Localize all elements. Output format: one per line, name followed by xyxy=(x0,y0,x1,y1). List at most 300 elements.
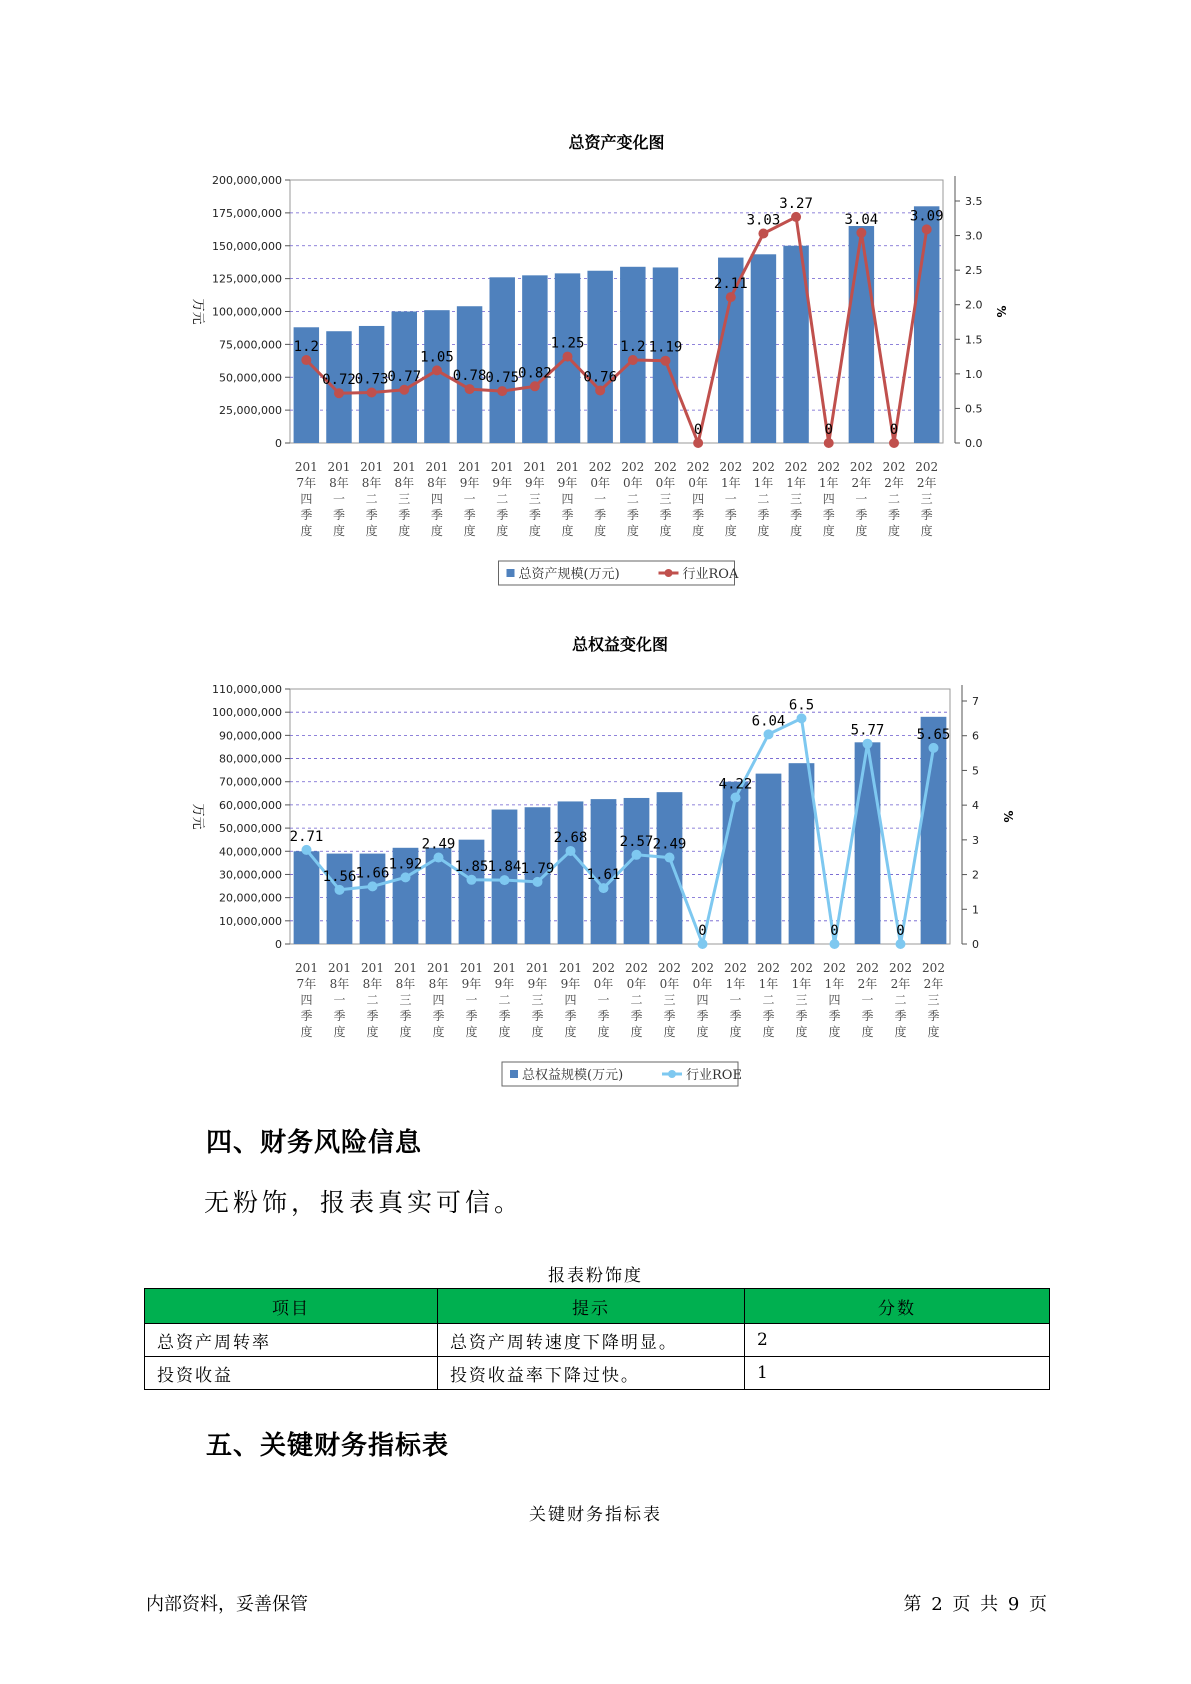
equity-line-point xyxy=(929,743,939,753)
equity-x-tick-label: 度 xyxy=(795,1025,808,1039)
table-cell: 投资收益率下降过快。 xyxy=(437,1357,744,1390)
table-row xyxy=(145,1324,1050,1357)
header-cell-item: 项目 xyxy=(145,1289,438,1324)
equity-x-tick-label: 1年 xyxy=(725,977,746,991)
equity-x-tick-label: 201 xyxy=(493,961,516,975)
equity-data-label: 6.5 xyxy=(788,697,815,714)
equity-x-tick-label: 度 xyxy=(696,1025,709,1039)
equity-x-tick-label: 0年 xyxy=(692,977,713,991)
assets-bar xyxy=(751,254,776,443)
equity-legend-line-label: 行业ROE xyxy=(686,1068,742,1083)
equity-x-tick-label: 一 xyxy=(333,993,346,1007)
equity-x-tick-label: 度 xyxy=(762,1025,775,1039)
assets-x-tick-label: 季 xyxy=(822,508,835,522)
assets-chart-title: 总资产变化图 xyxy=(568,133,665,152)
assets-x-tick-label: 9年 xyxy=(525,476,545,490)
assets-x-tick-label: 季 xyxy=(888,508,901,522)
assets-x-tick-label: 三 xyxy=(659,492,672,506)
equity-x-tick-label: 季 xyxy=(531,1009,544,1023)
assets-x-tick-label: 季 xyxy=(528,508,541,522)
equity-x-tick-label: 1年 xyxy=(758,977,779,991)
equity-bar xyxy=(723,782,749,944)
assets-line-point xyxy=(856,228,866,238)
equity-y2-tick-label: 0 xyxy=(972,938,979,951)
assets-legend-line-label: 行业ROA xyxy=(682,567,739,582)
assets-x-tick-label: 201 xyxy=(556,460,579,474)
assets-bar xyxy=(587,271,612,443)
equity-x-tick-label: 季 xyxy=(894,1009,907,1023)
equity-bar xyxy=(459,840,485,944)
assets-x-tick-label: 季 xyxy=(365,508,378,522)
equity-data-label: 2.71 xyxy=(289,828,324,845)
assets-y2-tick-label: 3.5 xyxy=(965,195,983,208)
equity-x-tick-label: 季 xyxy=(861,1009,874,1023)
equity-data-label: 5.65 xyxy=(916,726,951,743)
equity-x-tick-label: 一 xyxy=(465,993,478,1007)
assets-x-tick-label: 1年 xyxy=(753,476,774,490)
equity-line-point xyxy=(599,883,609,893)
equity-bar xyxy=(624,798,650,944)
header-cell-hint: 提示 xyxy=(437,1289,744,1324)
equity-x-tick-label: 1年 xyxy=(824,977,845,991)
equity-x-tick-label: 201 xyxy=(361,961,384,975)
assets-legend-bar-label: 总资产规模(万元) xyxy=(518,567,620,582)
assets-x-tick-label: 度 xyxy=(496,524,509,538)
assets-data-label: 0 xyxy=(889,422,899,438)
key-metrics-caption: 关键财务指标表 xyxy=(529,1505,662,1525)
assets-x-tick-label: 三 xyxy=(790,492,803,506)
assets-line-point xyxy=(693,438,703,448)
assets-x-tick-label: 202 xyxy=(817,460,841,474)
footer-confidential: 内部资料，妥善保管 xyxy=(146,1594,308,1615)
equity-data-label: 5.77 xyxy=(850,722,885,739)
assets-line-point xyxy=(628,355,638,365)
assets-x-tick-label: 度 xyxy=(724,524,737,538)
assets-data-label: 0 xyxy=(693,422,703,438)
equity-line-point xyxy=(764,729,774,739)
assets-data-label: 3.27 xyxy=(779,195,813,212)
assets-line-point xyxy=(367,388,377,398)
assets-x-tick-label: 度 xyxy=(430,524,443,538)
assets-y-tick-label: 200,000,000 xyxy=(212,174,282,187)
equity-bar xyxy=(756,774,782,944)
total-assets-chart xyxy=(0,130,1191,600)
equity-data-label: 2.49 xyxy=(421,836,456,853)
assets-y2-tick-label: 1.5 xyxy=(965,333,983,347)
equity-x-tick-label: 2年 xyxy=(857,977,878,991)
total-equity-chart xyxy=(0,632,1191,1102)
equity-line-point xyxy=(632,850,642,860)
assets-data-label: 3.04 xyxy=(844,211,879,228)
equity-x-tick-label: 三 xyxy=(927,993,940,1007)
equity-x-tick-label: 202 xyxy=(757,961,780,975)
equity-data-label: 1.84 xyxy=(487,859,522,876)
assets-line-point xyxy=(824,438,834,448)
equity-x-tick-label: 季 xyxy=(828,1009,841,1023)
equity-x-tick-label: 202 xyxy=(856,961,879,975)
equity-data-label: 2.49 xyxy=(652,836,687,853)
equity-x-tick-label: 二 xyxy=(762,993,775,1007)
equity-line-point xyxy=(467,875,477,885)
assets-line-point xyxy=(334,388,344,398)
assets-x-tick-label: 季 xyxy=(594,508,607,522)
assets-line-point xyxy=(595,385,605,395)
equity-x-tick-label: 季 xyxy=(465,1009,478,1023)
equity-x-tick-label: 三 xyxy=(531,993,544,1007)
assets-y-tick-label: 25,000,000 xyxy=(219,404,282,418)
assets-x-tick-label: 202 xyxy=(849,460,873,474)
assets-x-tick-label: 度 xyxy=(659,524,672,538)
assets-x-tick-label: 季 xyxy=(430,508,443,522)
equity-line-point xyxy=(533,877,543,887)
assets-y-tick-label: 0 xyxy=(275,437,282,450)
assets-bar xyxy=(914,206,939,443)
assets-x-tick-label: 度 xyxy=(888,524,901,538)
equity-bar xyxy=(657,792,683,944)
assets-data-label: 0.73 xyxy=(354,371,389,388)
equity-x-tick-label: 9年 xyxy=(560,977,581,991)
equity-x-tick-label: 季 xyxy=(795,1009,808,1023)
assets-x-tick-label: 2年 xyxy=(851,476,872,490)
assets-x-tick-label: 季 xyxy=(300,508,313,522)
assets-x-tick-label: 201 xyxy=(360,460,384,474)
assets-x-tick-label: 0年 xyxy=(623,476,643,490)
assets-x-tick-label: 二 xyxy=(365,492,378,506)
equity-line-point xyxy=(500,875,510,885)
assets-data-label: 1.19 xyxy=(648,339,683,356)
equity-legend-line-marker xyxy=(668,1070,676,1078)
assets-line-point xyxy=(758,228,768,238)
equity-data-label: 2.68 xyxy=(553,829,588,846)
assets-x-tick-label: 202 xyxy=(915,460,939,474)
assets-x-tick-label: 季 xyxy=(561,508,574,522)
assets-data-label: 2.11 xyxy=(713,276,748,293)
assets-x-tick-label: 度 xyxy=(790,524,803,538)
equity-x-tick-label: 9年 xyxy=(527,977,548,991)
equity-chart-title: 总权益变化图 xyxy=(571,635,669,654)
assets-y2-tick-label: 0.5 xyxy=(965,402,983,416)
equity-x-tick-label: 9年 xyxy=(461,977,482,991)
assets-y-tick-label: 175,000,000 xyxy=(212,206,282,220)
assets-y2-axis-title: % xyxy=(994,305,1008,318)
assets-x-tick-label: 三 xyxy=(398,492,411,506)
table-cell: 总资产周转速度下降明显。 xyxy=(437,1324,744,1357)
assets-data-label: 0.82 xyxy=(518,365,552,382)
equity-x-tick-label: 2年 xyxy=(890,977,911,991)
equity-x-tick-label: 季 xyxy=(729,1009,742,1023)
equity-y-tick-label: 100,000,000 xyxy=(212,706,282,720)
assets-x-tick-label: 201 xyxy=(458,460,482,474)
assets-x-tick-label: 202 xyxy=(588,460,612,474)
equity-x-tick-label: 季 xyxy=(663,1009,676,1023)
equity-y2-tick-label: 7 xyxy=(972,695,979,708)
assets-y2-tick-label: 1.0 xyxy=(965,367,983,381)
equity-y-tick-label: 90,000,000 xyxy=(219,729,282,743)
equity-data-label: 1.56 xyxy=(322,868,357,885)
assets-x-tick-label: 1年 xyxy=(720,476,741,490)
assets-bar xyxy=(489,277,514,443)
assets-x-tick-label: 201 xyxy=(327,460,351,474)
equity-x-tick-label: 202 xyxy=(592,961,615,975)
assets-x-tick-label: 202 xyxy=(621,460,645,474)
assets-x-tick-label: 201 xyxy=(490,460,514,474)
equity-x-tick-label: 1年 xyxy=(791,977,812,991)
assets-x-tick-label: 201 xyxy=(425,460,449,474)
assets-x-tick-label: 度 xyxy=(920,524,933,538)
equity-bar xyxy=(327,854,353,944)
footer-page-number: 第 2 页 共 9 页 xyxy=(903,1594,1049,1615)
total-assets-chart-svg xyxy=(0,130,1191,600)
equity-x-tick-label: 一 xyxy=(861,993,874,1007)
equity-x-tick-label: 季 xyxy=(399,1009,412,1023)
total-equity-chart-svg xyxy=(0,632,1191,1102)
assets-x-tick-label: 二 xyxy=(496,492,509,506)
equity-line-point xyxy=(698,939,708,949)
equity-line-point xyxy=(797,713,807,723)
equity-x-tick-label: 2年 xyxy=(923,977,944,991)
assets-data-label: 0.76 xyxy=(583,369,618,386)
assets-x-tick-label: 度 xyxy=(757,524,770,538)
equity-x-tick-label: 度 xyxy=(927,1025,940,1039)
assets-x-tick-label: 度 xyxy=(398,524,411,538)
equity-y-tick-label: 0 xyxy=(275,938,282,951)
assets-x-tick-label: 一 xyxy=(332,492,345,506)
assets-x-tick-label: 度 xyxy=(528,524,541,538)
equity-x-tick-label: 三 xyxy=(399,993,412,1007)
assets-x-tick-label: 季 xyxy=(398,508,411,522)
assets-x-tick-label: 202 xyxy=(686,460,710,474)
equity-y-tick-label: 50,000,000 xyxy=(219,822,282,836)
equity-bar xyxy=(558,801,584,944)
assets-x-tick-label: 度 xyxy=(822,524,835,538)
assets-data-label: 0.77 xyxy=(387,368,422,385)
assets-line-point xyxy=(497,386,507,396)
equity-x-tick-label: 季 xyxy=(564,1009,577,1023)
equity-x-tick-label: 202 xyxy=(922,961,945,975)
assets-x-tick-label: 四 xyxy=(692,492,705,506)
assets-x-tick-label: 9年 xyxy=(459,476,480,490)
equity-x-tick-label: 度 xyxy=(564,1025,577,1039)
equity-x-tick-label: 202 xyxy=(724,961,747,975)
assets-data-label: 0.72 xyxy=(322,372,356,389)
equity-line-point xyxy=(368,881,378,891)
equity-x-tick-label: 202 xyxy=(691,961,714,975)
equity-x-tick-label: 季 xyxy=(432,1009,445,1023)
equity-x-tick-label: 二 xyxy=(894,993,907,1007)
equity-x-tick-label: 201 xyxy=(328,961,351,975)
assets-y-tick-label: 75,000,000 xyxy=(219,338,282,352)
assets-x-tick-label: 季 xyxy=(757,508,770,522)
equity-x-tick-label: 季 xyxy=(597,1009,610,1023)
assets-line-point xyxy=(399,385,409,395)
equity-y-tick-label: 40,000,000 xyxy=(219,845,282,859)
assets-x-tick-label: 0年 xyxy=(655,476,676,490)
assets-x-tick-label: 8年 xyxy=(329,476,349,490)
assets-data-label: 3.03 xyxy=(746,212,781,229)
equity-x-tick-label: 季 xyxy=(498,1009,511,1023)
assets-x-tick-label: 202 xyxy=(882,460,906,474)
header-cell-score: 分数 xyxy=(744,1289,1049,1324)
assets-x-tick-label: 三 xyxy=(528,492,541,506)
assets-y2-tick-label: 0.0 xyxy=(965,437,983,450)
equity-x-tick-label: 度 xyxy=(630,1025,643,1039)
equity-data-label: 0 xyxy=(830,923,839,939)
equity-x-tick-label: 季 xyxy=(630,1009,643,1023)
assets-legend-line-marker xyxy=(665,569,673,577)
equity-x-tick-label: 二 xyxy=(630,993,643,1007)
equity-y2-tick-label: 5 xyxy=(972,764,979,778)
assets-x-tick-label: 二 xyxy=(888,492,901,506)
assets-x-tick-label: 8年 xyxy=(394,476,415,490)
equity-x-tick-label: 一 xyxy=(597,993,610,1007)
equity-line-point xyxy=(566,846,576,856)
risk-table-header-row xyxy=(145,1289,1050,1324)
equity-data-label: 1.85 xyxy=(454,858,489,875)
equity-bar xyxy=(294,851,320,944)
assets-x-tick-label: 202 xyxy=(784,460,808,474)
equity-x-tick-label: 度 xyxy=(597,1025,610,1039)
equity-x-tick-label: 二 xyxy=(366,993,379,1007)
assets-x-tick-label: 季 xyxy=(659,508,672,522)
assets-x-tick-label: 四 xyxy=(561,492,574,506)
assets-x-tick-label: 四 xyxy=(430,492,443,506)
assets-x-tick-label: 9年 xyxy=(557,476,578,490)
equity-line-point xyxy=(863,739,873,749)
assets-x-tick-label: 201 xyxy=(294,460,318,474)
assets-line-point xyxy=(660,356,670,366)
equity-x-tick-label: 季 xyxy=(333,1009,346,1023)
assets-x-tick-label: 8年 xyxy=(361,476,382,490)
assets-x-tick-label: 202 xyxy=(751,460,775,474)
equity-x-tick-label: 度 xyxy=(366,1025,379,1039)
equity-bar xyxy=(855,742,881,944)
equity-x-tick-label: 202 xyxy=(658,961,681,975)
assets-line-point xyxy=(889,438,899,448)
assets-x-tick-label: 季 xyxy=(626,508,639,522)
assets-data-label: 0.78 xyxy=(452,368,487,385)
assets-x-tick-label: 度 xyxy=(692,524,705,538)
table-cell: 2 xyxy=(744,1324,1049,1357)
assets-x-tick-label: 季 xyxy=(692,508,705,522)
equity-data-label: 4.22 xyxy=(718,776,753,793)
equity-x-tick-label: 度 xyxy=(300,1025,313,1039)
equity-x-tick-label: 度 xyxy=(465,1025,478,1039)
assets-x-tick-label: 一 xyxy=(463,492,476,506)
assets-y-tick-label: 100,000,000 xyxy=(212,305,282,319)
assets-y-tick-label: 125,000,000 xyxy=(212,272,282,286)
assets-data-label: 0.75 xyxy=(485,370,520,387)
equity-x-tick-label: 202 xyxy=(889,961,912,975)
table-cell: 1 xyxy=(744,1357,1049,1390)
equity-y-tick-label: 80,000,000 xyxy=(219,752,282,766)
equity-x-tick-label: 度 xyxy=(531,1025,544,1039)
assets-x-tick-label: 0年 xyxy=(688,476,708,490)
equity-legend-bar-label: 总权益规模(万元) xyxy=(522,1068,624,1083)
key-metrics-heading: 五、关键财务指标表 xyxy=(206,1431,450,1461)
risk-table xyxy=(144,1288,1050,1390)
assets-y2-tick-label: 3.0 xyxy=(965,229,983,243)
assets-x-tick-label: 7年 xyxy=(296,476,317,490)
equity-line-point xyxy=(302,845,312,855)
assets-line-point xyxy=(563,352,573,362)
assets-line-point xyxy=(922,224,932,234)
assets-x-tick-label: 度 xyxy=(561,524,574,538)
assets-x-tick-label: 1年 xyxy=(786,476,806,490)
assets-x-tick-label: 一 xyxy=(855,492,868,506)
equity-x-tick-label: 度 xyxy=(663,1025,676,1039)
equity-y2-tick-label: 4 xyxy=(972,799,979,813)
assets-x-tick-label: 201 xyxy=(392,460,416,474)
equity-legend-bar-swatch xyxy=(510,1070,518,1078)
equity-line-point xyxy=(434,853,444,863)
risk-text: 无粉饰，报表真实可信。 xyxy=(204,1188,524,1217)
equity-x-tick-label: 度 xyxy=(399,1025,412,1039)
equity-x-tick-label: 0年 xyxy=(659,977,680,991)
equity-x-tick-label: 季 xyxy=(366,1009,379,1023)
equity-x-tick-label: 度 xyxy=(861,1025,874,1039)
assets-x-tick-label: 季 xyxy=(920,508,933,522)
table-row xyxy=(145,1357,1050,1390)
assets-x-tick-label: 202 xyxy=(719,460,743,474)
assets-line-point xyxy=(432,365,442,375)
assets-x-tick-label: 季 xyxy=(332,508,345,522)
equity-x-tick-label: 度 xyxy=(333,1025,346,1039)
assets-x-tick-label: 0年 xyxy=(590,476,610,490)
equity-x-tick-label: 度 xyxy=(729,1025,742,1039)
equity-data-label: 1.61 xyxy=(586,867,621,884)
equity-y-tick-label: 60,000,000 xyxy=(219,798,282,812)
equity-data-label: 1.79 xyxy=(520,860,555,877)
equity-x-tick-label: 四 xyxy=(696,993,709,1007)
assets-line-point xyxy=(726,292,736,302)
equity-x-tick-label: 季 xyxy=(927,1009,940,1023)
assets-data-label: 0 xyxy=(824,422,833,438)
assets-x-tick-label: 三 xyxy=(920,492,933,506)
assets-legend-bar-swatch xyxy=(507,569,515,577)
assets-x-tick-label: 度 xyxy=(332,524,345,538)
assets-bar xyxy=(849,226,874,443)
assets-x-tick-label: 四 xyxy=(822,492,835,506)
equity-y-tick-label: 20,000,000 xyxy=(219,891,282,905)
assets-data-label: 1.25 xyxy=(550,335,585,352)
assets-x-tick-label: 9年 xyxy=(492,476,513,490)
equity-x-tick-label: 季 xyxy=(762,1009,775,1023)
risk-table-caption: 报表粉饰度 xyxy=(548,1266,643,1286)
equity-x-tick-label: 0年 xyxy=(593,977,614,991)
equity-x-tick-label: 8年 xyxy=(329,977,350,991)
equity-x-tick-label: 度 xyxy=(828,1025,841,1039)
equity-x-tick-label: 二 xyxy=(498,993,511,1007)
equity-x-tick-label: 季 xyxy=(696,1009,709,1023)
equity-x-tick-label: 四 xyxy=(300,993,313,1007)
assets-x-tick-label: 201 xyxy=(523,460,547,474)
equity-x-tick-label: 四 xyxy=(828,993,841,1007)
equity-x-tick-label: 度 xyxy=(432,1025,445,1039)
equity-y-tick-label: 30,000,000 xyxy=(219,868,282,882)
assets-x-tick-label: 度 xyxy=(594,524,607,538)
equity-line-point xyxy=(896,939,906,949)
assets-x-tick-label: 四 xyxy=(300,492,313,506)
equity-x-tick-label: 一 xyxy=(729,993,742,1007)
table-cell: 投资收益 xyxy=(145,1357,438,1390)
equity-x-tick-label: 四 xyxy=(564,993,577,1007)
equity-y2-tick-label: 6 xyxy=(972,729,979,743)
assets-x-tick-label: 二 xyxy=(626,492,639,506)
assets-x-tick-label: 1年 xyxy=(818,476,839,490)
equity-x-tick-label: 8年 xyxy=(362,977,383,991)
equity-y-tick-label: 10,000,000 xyxy=(219,914,282,928)
equity-x-tick-label: 三 xyxy=(795,993,808,1007)
